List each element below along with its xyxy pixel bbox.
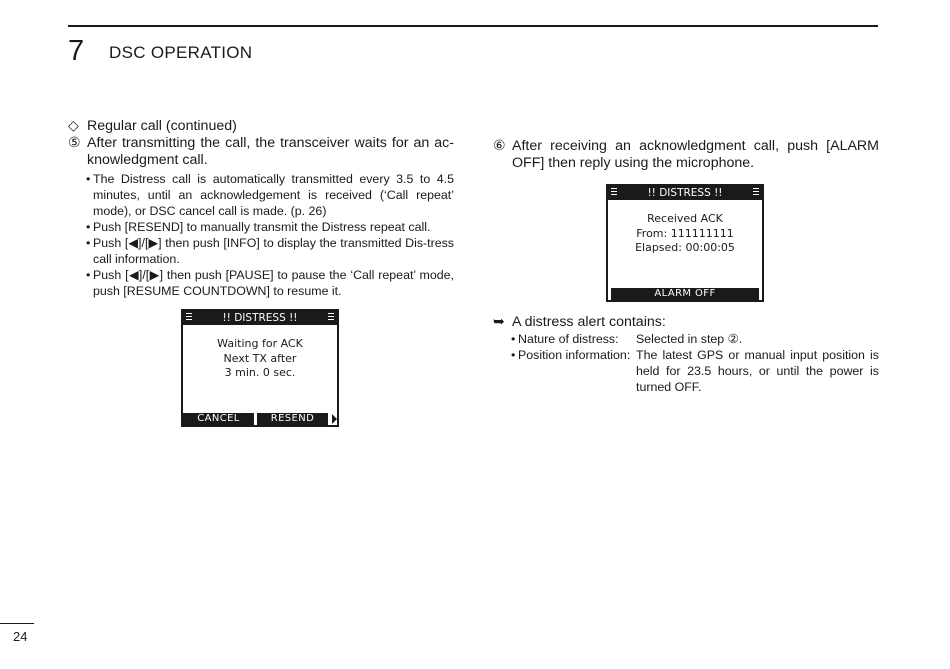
cancel-softkey[interactable]: CANCEL (183, 413, 254, 425)
step-5 (68, 135, 454, 169)
bullet-item: • Push [◀]/[▶] then push [INFO] to display the transmitted Dis-tress call information. (86, 236, 454, 266)
resend-softkey[interactable]: RESEND (257, 413, 328, 425)
alert-note (493, 314, 879, 395)
lcd-title-bar (608, 186, 762, 200)
lcd-line: Received ACK (647, 212, 723, 225)
lcd-softkey-bar (608, 288, 762, 300)
menu-icon (611, 188, 617, 198)
lcd-title-bar (183, 311, 337, 325)
section-heading-line (68, 118, 454, 135)
alert-item: • Position information: The latest GPS or manual input position is held for 23.5 hours, or until the power is turned OFF. (511, 348, 879, 394)
menu-icon (753, 188, 759, 198)
lcd-body (183, 337, 337, 381)
step-5-number: ⑤ (68, 135, 81, 151)
chapter-title: DSC OPERATION (109, 43, 253, 62)
note-line (493, 314, 879, 331)
alert-item-label: Nature of distress: (518, 332, 619, 346)
step-6-number: ⑥ (493, 138, 506, 154)
left-column (68, 118, 454, 299)
menu-icon (328, 313, 334, 323)
bullet-text: Push [◀]/[▶] then push [INFO] to display the transmitted Dis-tress call information. (93, 236, 454, 266)
bullet-item: • Push [◀]/[▶] then push [PAUSE] to pause the ‘Call repeat’ mode, push [RESUME COUNTDOWN] to resume it. (86, 268, 454, 298)
bullet-item: • Push [RESEND] to manually transmit the Distress repeat call. (86, 219, 454, 235)
lcd-line: Next TX after (223, 351, 297, 365)
alarm-off-softkey[interactable]: ALARM OFF (611, 288, 759, 300)
alert-item-value: Selected in step ②. (636, 332, 743, 346)
bullet-item: • The Distress call is automatically transmitted every 3.5 to 4.5 minutes, until an acknowledgement is received (‘Call repeat’ mode), or DSC cancel call is made. (p. 26) (86, 172, 454, 218)
lcd-line: Waiting for ACK (217, 337, 303, 350)
step-6 (493, 138, 879, 172)
header-rule (68, 25, 878, 27)
alert-item: • Nature of distress: Selected in step ②. (511, 331, 879, 347)
lcd-softkey-bar (183, 413, 337, 425)
alert-item-label: Position information: (518, 348, 631, 362)
arrow-note-icon: ➥ (493, 314, 505, 330)
bullet-text: The Distress call is automatically transmitted every 3.5 to 4.5 minutes, until an acknowledgement is received (‘Call repeat’ mode), or DSC cancel call is made. (p. 26) (93, 172, 454, 218)
step-6-text: After receiving an acknowledgment call, push [ALARM OFF] then reply using the microphone. (512, 138, 879, 171)
lcd-line: 3 min. 0 sec. (224, 366, 296, 379)
lcd-line: Elapsed: 00:00:05 (635, 241, 735, 254)
lcd-title: !! DISTRESS !! (647, 187, 723, 199)
page-number: 24 (13, 629, 28, 644)
lcd-line: From: 111111111 (636, 226, 734, 240)
alert-item-value: The latest GPS or manual input position is held for 23.5 hours, or until the power is turned OFF. (636, 348, 879, 394)
arrow-right-icon (332, 414, 337, 424)
footer-rule (0, 623, 34, 624)
lcd-screen-received (606, 184, 764, 302)
lcd-body (608, 212, 762, 256)
note-text: A distress alert contains: (512, 314, 666, 330)
menu-icon (186, 313, 192, 323)
bullet-text: Push [◀]/[▶] then push [PAUSE] to pause the ‘Call repeat’ mode, push [RESUME COUNTDOWN] to resume it. (93, 268, 454, 298)
step-5-text: After transmitting the call, the transceiver waits for an ac-knowledgment call. (87, 135, 454, 168)
lcd-title: !! DISTRESS !! (222, 312, 298, 324)
bullet-text: Push [RESEND] to manually transmit the Distress repeat call. (93, 220, 431, 234)
diamond-icon: ◇ (68, 118, 79, 134)
lcd-screen-waiting (181, 309, 339, 427)
right-column (493, 138, 879, 172)
section-heading: Regular call (continued) (87, 118, 237, 134)
chapter-number: 7 (68, 35, 85, 67)
